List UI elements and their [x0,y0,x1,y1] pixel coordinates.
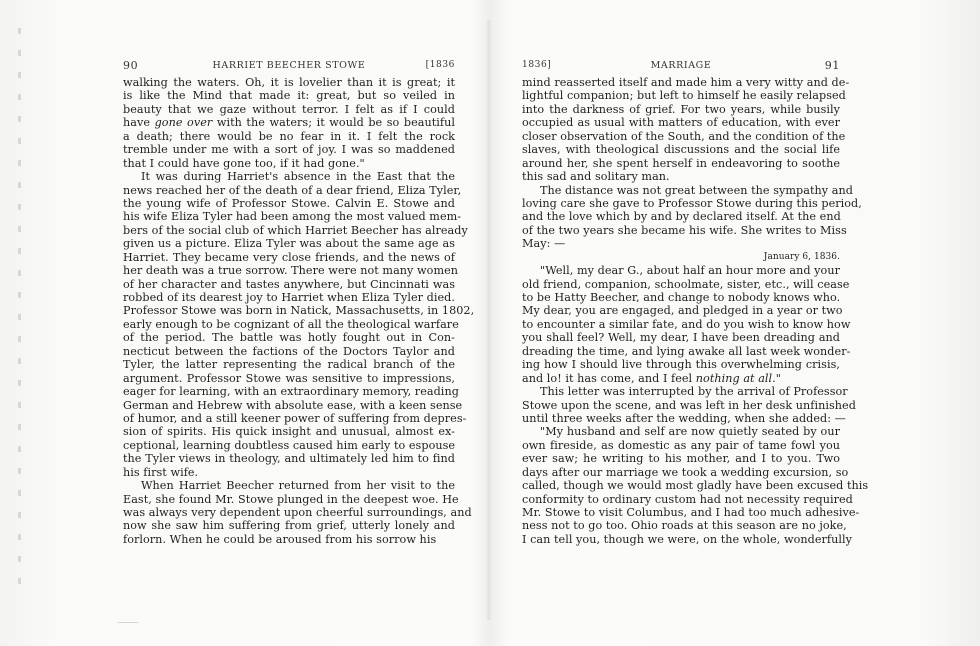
text-line: beauty that we gaze without terror. I felt as if I could [123,102,455,116]
text-line: This letter was interrupted by the arrival of Professor [540,385,848,399]
text-line: loving care she gave to Professor Stowe during this period, [522,196,862,210]
text-line: May: — [522,237,566,251]
left-page-text [123,76,475,546]
text-line: robbed of its dearest joy to Harriet when Eliza Tyler died. [123,291,455,304]
text-line: mind reasserted itself and made him a very witty and de- [522,76,850,89]
text-line: of the two years she became his wife. She writes to Miss [522,223,847,237]
text-line: walking the waters. Oh, it is lovelier than it is great; it [123,76,455,89]
text-line: eager for learning, with an extraordinary memory, reading [123,385,459,399]
text-line: tremble under me with a sort of joy. I was so maddened [123,143,455,157]
left-page-header [123,60,455,74]
left-page-number: 90 [123,59,139,72]
text-line: his first wife. [123,465,199,479]
text-line: dreading the time, and lying awake all last week wonder- [522,344,851,358]
right-page-text [522,76,869,546]
text-line: that I could have gone too, if it had gone." [123,156,365,170]
text-line: you shall feel? Well, my dear, I have been dreading and [522,331,840,345]
right-running-title: MARRIAGE [650,60,712,71]
text-line: sion of spirits. His quick insight and unusual, almost ex- [123,425,455,439]
text-line: Professor Stowe was born in Natick, Massachusetts, in 1802, [123,304,475,318]
text-line: Tyler, the latter representing the radical branch of the [123,358,455,372]
scan-smudge [118,622,138,623]
text-line: ness not to go too. Ohio roads at this season are no joke, [522,519,847,533]
text-line: called, though we would most gladly have been excused this [522,479,869,493]
text-line: It was during Harriet's absence in the East that the [141,170,455,184]
text-line: to be Hatty Beecher, and change to nobody knows who. [522,291,841,304]
text-line: news reached her of the death of a dear friend, Eliza Tyler, [123,183,462,197]
text-line: The distance was not great between the sympathy and [540,183,853,197]
text-line: was always very dependent upon cheerful surroundings, and [123,506,472,519]
text-line: East, she found Mr. Stowe plunged in the deepest woe. He [123,492,459,506]
text-line: old friend, companion, schoolmate, sister, etc., will cease [522,277,850,291]
text-line: is like the Mind that made it: great, but so veiled in [123,89,455,103]
text-line: to encounter a similar fate, and do you wish to know how [522,317,851,331]
text-line: slaves, with theological discussions and the social life [522,143,840,157]
left-running-title: HARRIET BEECHER STOWE [212,60,366,71]
text-line: into the darkness of grief. For two years, while busily [522,102,840,116]
text-line: early enough to be cognizant of all the theological warfare [123,317,459,331]
right-page-number: 91 [824,59,840,72]
text-line: January 6, 1836. [763,251,840,262]
text-line: of her character and tastes anywhere, but Cincinnati was [123,277,455,291]
text-line: the Tyler views in theology, and ultimately led him to find [123,452,455,466]
text-line: Mr. Stowe to visit Columbus, and I had too much adhesive- [522,506,860,519]
text-line: around her, she spent herself in endeavoring to soothe [522,156,840,170]
text-line: lightful companion; but left to himself he easily relapsed [522,89,846,103]
text-line: Harriet. They became very close friends, and the news of [123,250,455,264]
text-line: bers of the social club of which Harriet Beecher has already [123,223,468,237]
text-line: ing how I should live through this overwhelming crisis, [522,358,840,372]
text-line: the young wife of Professor Stowe. Calvin E. Stowe and [123,196,455,210]
text-line: "Well, my dear G., about half an hour more and your [540,264,840,278]
text-line: until three weeks after the wedding, when she added: — [522,411,846,425]
book-gutter [486,20,492,620]
text-line: have gone over with the waters; it would be so beautiful [123,116,455,130]
text-line: occupied as usual with matters of education, with ever [522,116,840,130]
scan-edge-marks [18,28,21,588]
text-line: this sad and solitary man. [522,170,670,184]
text-line: Stowe upon the scene, and was left in her desk unfinished [522,398,856,412]
right-page-header [522,60,840,74]
text-line: German and Hebrew with absolute ease, with a keen sense [123,398,463,412]
text-line: of the period. The battle was hotly fought out in Con- [123,331,455,345]
text-line: own fireside, as domestic as any pair of tame fowl you [522,438,840,452]
text-line: conformity to ordinary custom had not necessity required [522,492,853,506]
text-line: closer observation of the South, and the condition of the [522,129,846,143]
text-line: ever saw; he writing to his mother, and I to you. Two [522,452,840,466]
text-line: and the love which by and by declared itself. At the end [522,210,841,224]
text-line: My dear, you are engaged, and pledged in a year or two [522,304,843,318]
text-line: now she saw him suffering from grief, utterly lonely and [123,519,455,533]
text-line: his wife Eliza Tyler had been among the most valued mem- [123,210,462,224]
text-line: days after our marriage we took a wedding excursion, so [522,465,849,479]
text-line: "My husband and self are now quietly seated by our [540,425,840,439]
text-line: given us a picture. Eliza Tyler was about the same age as [123,237,455,251]
text-line: When Harriet Beecher returned from her visit to the [141,479,455,493]
text-line: ceptional, learning doubtless caused him early to espouse [123,438,456,452]
left-page-year: [1836 [425,60,455,70]
text-line: argument. Professor Stowe was sensitive to impressions, [123,371,455,385]
text-line: and lo! it has come, and I feel nothing at all." [522,371,781,385]
text-line: her death was a true sorrow. There were not many women [123,264,459,278]
text-line: a death; there would be no fear in it. I felt the rock [123,129,455,143]
right-page-year: 1836] [522,60,552,70]
text-line: necticut between the factions of the Doctors Taylor and [123,344,455,358]
text-line: I can tell you, though we were, on the whole, wonderfully [522,532,852,546]
text-line: of humor, and a still keener power of suffering from depres- [123,411,467,425]
text-line: forlorn. When he could be aroused from his sorrow his [123,532,437,546]
